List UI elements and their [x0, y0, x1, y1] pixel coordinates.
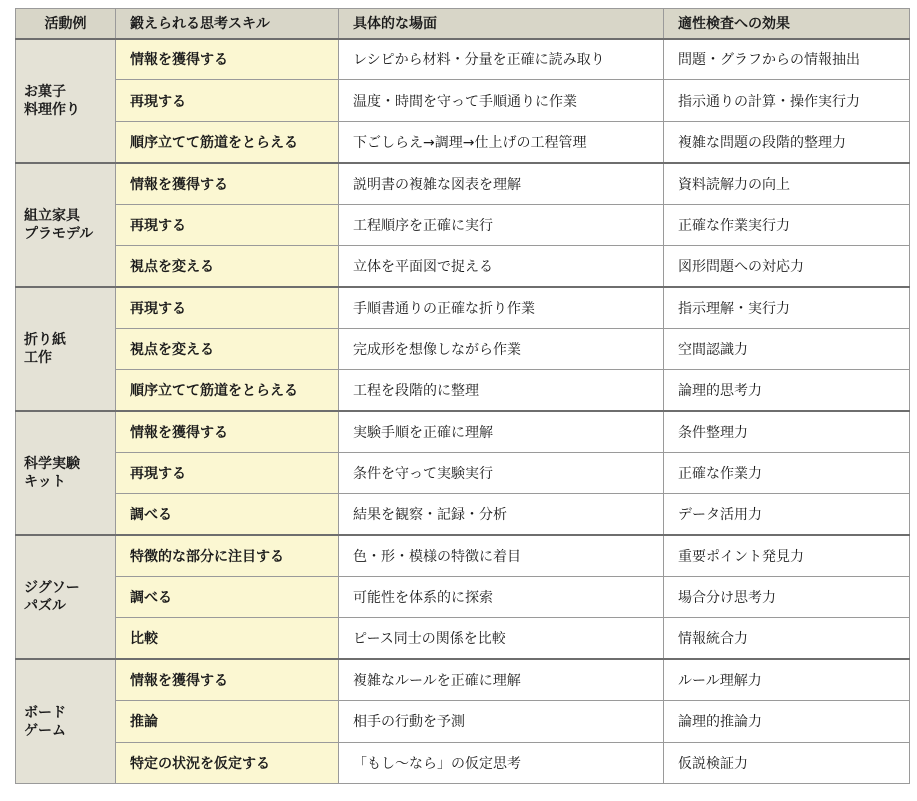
activity-cell [16, 39, 116, 163]
table-row [16, 121, 910, 162]
table-row [16, 80, 910, 121]
table-row [16, 287, 910, 328]
effect-cell: 場合分け思考力 [664, 577, 910, 618]
skill-cell: 情報を獲得する [116, 411, 339, 452]
scene-cell: 条件を守って実験実行 [339, 452, 664, 493]
skill-cell: 調べる [116, 577, 339, 618]
skill-cell: 特徴的な部分に注目する [116, 535, 339, 576]
header-activity: 活動例 [16, 9, 116, 39]
effect-cell: データ活用力 [664, 494, 910, 535]
table-row [16, 411, 910, 452]
activity-label-line: ボード [24, 704, 66, 721]
effect-cell: 指示通りの計算・操作実行力 [664, 80, 910, 121]
scene-cell: 相手の行動を予測 [339, 701, 664, 742]
header-scene: 具体的な場面 [339, 9, 664, 39]
skill-cell: 情報を獲得する [116, 163, 339, 204]
activity-label-line: プラモデル [24, 225, 94, 242]
scene-cell: レシピから材料・分量を正確に読み取り [339, 39, 664, 80]
effect-cell: 条件整理力 [664, 411, 910, 452]
effect-cell: 複雑な問題の段階的整理力 [664, 121, 910, 162]
scene-cell: 手順書通りの正確な折り作業 [339, 287, 664, 328]
skill-cell: 推論 [116, 701, 339, 742]
skill-cell: 情報を獲得する [116, 659, 339, 700]
table-row [16, 204, 910, 245]
effect-cell: 重要ポイント発見力 [664, 535, 910, 576]
skill-cell: 情報を獲得する [116, 39, 339, 80]
table-row [16, 39, 910, 80]
activity-cell [16, 163, 116, 287]
activity-label-line: キット [24, 474, 66, 491]
activity-label-line: 折り紙 [24, 331, 66, 348]
activity-cell [16, 535, 116, 659]
effect-cell: 図形問題への対応力 [664, 245, 910, 286]
scene-cell: 結果を観察・記録・分析 [339, 494, 664, 535]
table-row [16, 535, 910, 576]
effect-cell: 論理的思考力 [664, 370, 910, 411]
activity-label-line: 工作 [24, 349, 52, 366]
skills-table [15, 8, 910, 784]
skill-cell: 特定の状況を仮定する [116, 742, 339, 783]
effect-cell: 空間認識力 [664, 328, 910, 369]
skill-cell: 再現する [116, 287, 339, 328]
table-row [16, 618, 910, 659]
effect-cell: 指示理解・実行力 [664, 287, 910, 328]
scene-cell: 色・形・模様の特徴に着目 [339, 535, 664, 576]
skill-cell: 順序立てて筋道をとらえる [116, 121, 339, 162]
scene-cell: 「もし～なら」の仮定思考 [339, 742, 664, 783]
skill-cell: 視点を変える [116, 328, 339, 369]
activity-label-line: ジグソー [24, 580, 80, 597]
activity-label-line: 料理作り [24, 101, 80, 118]
skill-cell: 比較 [116, 618, 339, 659]
scene-cell: 複雑なルールを正確に理解 [339, 659, 664, 700]
table-row [16, 494, 910, 535]
effect-cell: 論理的推論力 [664, 701, 910, 742]
scene-cell: ピース同士の関係を比較 [339, 618, 664, 659]
table-row [16, 742, 910, 783]
scene-cell: 完成形を想像しながら作業 [339, 328, 664, 369]
table-row [16, 701, 910, 742]
skill-cell: 再現する [116, 204, 339, 245]
table-row [16, 577, 910, 618]
header-row [16, 9, 910, 39]
scene-cell: 工程を段階的に整理 [339, 370, 664, 411]
effect-cell: 正確な作業力 [664, 452, 910, 493]
table-row [16, 370, 910, 411]
skill-cell: 視点を変える [116, 245, 339, 286]
scene-cell: 立体を平面図で捉える [339, 245, 664, 286]
activity-label-line: 科学実験 [24, 456, 80, 473]
effect-cell: 仮説検証力 [664, 742, 910, 783]
table-row [16, 659, 910, 700]
effect-cell: 正確な作業実行力 [664, 204, 910, 245]
activity-label-line: パズル [24, 598, 66, 615]
activity-cell [16, 659, 116, 783]
activity-label-line: ゲーム [24, 722, 66, 739]
table-row [16, 328, 910, 369]
activity-cell [16, 287, 116, 411]
scene-cell: 説明書の複雑な図表を理解 [339, 163, 664, 204]
scene-cell: 可能性を体系的に探索 [339, 577, 664, 618]
activity-label-line: 組立家具 [24, 207, 80, 224]
effect-cell: 情報統合力 [664, 618, 910, 659]
table-body [16, 39, 910, 784]
scene-cell: 実験手順を正確に理解 [339, 411, 664, 452]
scene-cell: 温度・時間を守って手順通りに作業 [339, 80, 664, 121]
skill-cell: 調べる [116, 494, 339, 535]
skill-cell: 再現する [116, 452, 339, 493]
scene-cell: 工程順序を正確に実行 [339, 204, 664, 245]
scene-cell: 下ごしらえ→調理→仕上げの工程管理 [339, 121, 664, 162]
header-effect: 適性検査への効果 [664, 9, 910, 39]
effect-cell: 資料読解力の向上 [664, 163, 910, 204]
activity-label-line: お菓子 [24, 83, 66, 100]
effect-cell: ルール理解力 [664, 659, 910, 700]
table-row [16, 163, 910, 204]
skill-cell: 順序立てて筋道をとらえる [116, 370, 339, 411]
skill-cell: 再現する [116, 80, 339, 121]
effect-cell: 問題・グラフからの情報抽出 [664, 39, 910, 80]
header-skill: 鍛えられる思考スキル [116, 9, 339, 39]
activity-cell [16, 411, 116, 535]
table-row [16, 452, 910, 493]
table-row [16, 245, 910, 286]
